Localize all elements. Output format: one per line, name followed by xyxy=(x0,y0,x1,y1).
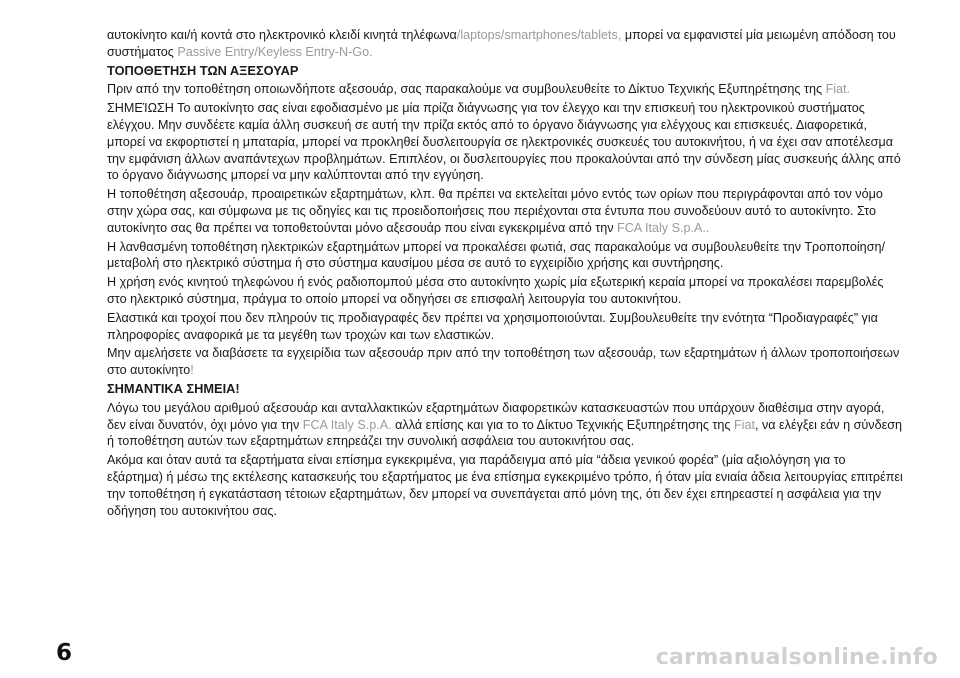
paragraph xyxy=(107,81,903,98)
latin-term: Fiat. xyxy=(825,82,851,97)
text-run: Η τοποθέτηση αξεσουάρ, προαιρετικών εξαρτημάτων, κλπ. θα πρέπει να εκτελείται μόνο εντός των ορίων που περιγράφονται από τον νόμο στην χώρα σας, και σύμφωνα με τις οδηγίες και τις προειδοποιήσεις που περιέχονται στα έντυπα που συνοδεύουν αυτό το αυτοκίνητο. Στο αυτοκίνητο σας θα πρέπει να τοποθετούνται μόνο αξεσουάρ που είναι εγκεκριμένα από την xyxy=(107,187,883,235)
text-run: Ελαστικά και τροχοί που δεν πληρούν τις προδιαγραφές δεν πρέπει να χρησιμοποιούνται. Συμβουλευθείτε την ενότητα “Προδιαγραφές” για πληροφορίες αναφορικά με τα μεγέθη των τροχών και των ελαστικών. xyxy=(107,310,878,342)
paragraph xyxy=(107,345,903,379)
paragraph xyxy=(107,27,903,61)
section-heading xyxy=(107,381,903,398)
text-run: αυτοκίνητο και/ή κοντά στο ηλεκτρονικό κλειδί κινητά τηλέφωνα xyxy=(107,28,457,42)
paragraph xyxy=(107,310,903,344)
text-run: Η χρήση ενός κινητού τηλεφώνου ή ενός ραδιοπομπού μέσα στο αυτοκίνητο χωρίς μία εξωτερική κεραία μπορεί να προκαλέσει παρεμβολές στο ηλεκτρικό σύστημα, πράγμα το οποίο μπορεί να οδηγήσει σε επισφαλή λειτουργία του αυτοκινήτου. xyxy=(107,275,884,306)
text-run: Μην αμελήσετε να διαβάσετε τα εγχειρίδια των αξεσουάρ πριν από την τοποθέτηση των αξεσουάρ, των εξαρτημάτων ή άλλων τροποποιήσεων στο αυτοκίνητο xyxy=(107,346,900,378)
text-run: μπορεί να εμφανιστεί μία μειωμένη απόδοση του συστήματος xyxy=(107,28,896,59)
paragraph xyxy=(107,239,903,273)
text-run: , να ελέγξει εάν η σύνδεση ή τοποθέτηση αυτών των εξαρτημάτων επηρεάζει την συνολική ασφάλεια του αυτοκινήτου σας. xyxy=(107,417,902,449)
text-run: Ακόμα και όταν αυτά τα εξαρτήματα είναι επίσημα εγκεκριμένα, για παράδειγμα από μία “άδεια γενικού φορέα” (μία αξιολόγηση για το εξάρτημα) ή μέσω της εκτέλεσης κατασκευής του εξαρτήματος με ένα επίσημα εγκεκριμένο τρόπο, ή όταν μία ενιαία άδεια λειτουργίας επιτρέπει την τοποθέτηση ή εγκατάσταση τέτοιων εξαρτημάτων, δεν μπορεί να συνεπάγεται από μόνη της, ότι δεν έχει επηρεαστεί η ασφάλεια για την οδήγηση του αυτοκινήτου σας. xyxy=(107,453,903,518)
paragraph xyxy=(107,452,903,519)
text-run: ΣΗΜΕΊΩΣΗ Το αυτοκίνητο σας είναι εφοδιασμένο με μία πρίζα διάγνωσης για τον έλεγχο και την επισκευή του ηλεκτρονικού συστήματος ελέγχου. Μην συνδέετε καμία άλλη συσκευή σε αυτή την πρίζα εκτός από το όργανο διάγνωσης για ελέγχους και επισκευές. Διαφορετικά, μπορεί να εκφορτιστεί η μπαταρία, μπορεί να προκληθεί δυσλειτουργία σε ηλεκτρονικές συσκευές του αυτοκινήτου, ή να έχει σαν αποτέλεσμα την εμφάνιση άλλων αναπάντεχων προβλημάτων. Επιπλέον, οι δυσλειτουργίες που προκαλούνται από την σύνδεση μίας συσκευής άλλης από το όργανο διάγνωσης μπορεί να μην καλύπτονται από την εγγύηση. xyxy=(107,101,901,183)
section-heading xyxy=(107,63,903,80)
text-run: ΤΟΠΟΘΕΤΗΣΗ ΤΩΝ ΑΞΕΣΟΥΑΡ xyxy=(107,62,299,78)
text-run: Λόγω του μεγάλου αριθμού αξεσουάρ και ανταλλακτικών εξαρτημάτων διαφορετικών κατασκευαστών που υπάρχουν διαθέσιμα στην αγορά, δεν είναι δυνατόν, όχι μόνο για την xyxy=(107,400,885,432)
paragraph xyxy=(107,274,903,308)
site-watermark: carmanualsonline.info xyxy=(655,645,938,670)
text-run: αλλά επίσης και για το το Δίκτυο Τεχνικής Εξυπηρέτησης της xyxy=(391,417,734,432)
paragraph xyxy=(107,186,903,236)
latin-term: /laptops/smartphones/tablets, xyxy=(456,28,622,42)
paragraph xyxy=(107,400,903,450)
latin-term: Fiat xyxy=(733,417,755,432)
text-run: ΣΗΜΑΝΤΙΚΑ ΣΗΜΕΙΑ! xyxy=(107,380,240,396)
text-run: Η λανθασμένη τοποθέτηση ηλεκτρικών εξαρτημάτων μπορεί να προκαλέσει φωτιά, σας παρακαλούμε να συμβουλευθείτε την Τροποποίηση/ μεταβολή στο ηλεκτρικό σύστημα ή στο σύστημα καυσίμου μέσα σε αυτό το εγχειρίδιο χρήσης και συντήρησης. xyxy=(107,239,885,271)
manual-page-body xyxy=(107,27,903,521)
latin-term: FCA Italy S.p.A. xyxy=(302,417,392,432)
latin-term: ! xyxy=(190,363,194,378)
text-run: Πριν από την τοποθέτηση οποιωνδήποτε αξεσουάρ, σας παρακαλούμε να συμβουλευθείτε το Δίκτυο Τεχνικής Εξυπηρέτησης της xyxy=(107,82,826,97)
latin-term: FCA Italy S.p.A.. xyxy=(617,220,710,235)
page-number: 6 xyxy=(56,640,73,666)
paragraph xyxy=(107,100,903,184)
latin-term: Passive Entry/Keyless Entry-N-Go. xyxy=(177,44,373,59)
